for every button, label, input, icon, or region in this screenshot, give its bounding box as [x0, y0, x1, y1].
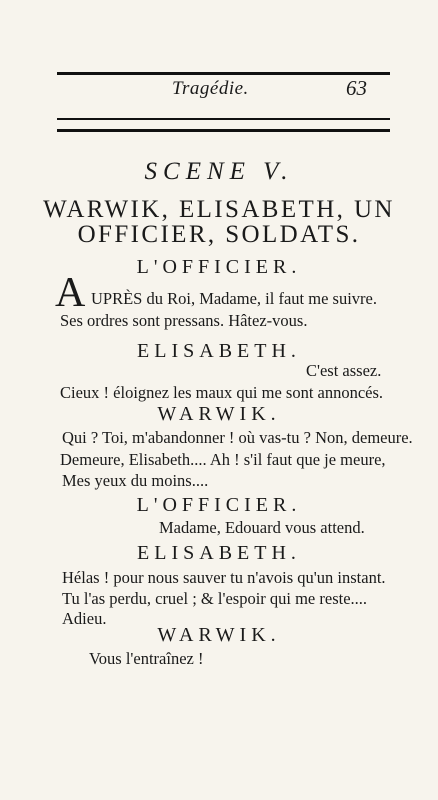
running-title: Tragédie.	[172, 78, 249, 99]
verse-line: Cieux ! éloignez les maux qui me sont annoncés.	[60, 383, 384, 402]
speaker-name: ELISABETH.	[137, 340, 301, 362]
header-rule-thick	[57, 129, 390, 132]
speaker-name: WARWIK.	[157, 624, 281, 646]
speaker-name: L'OFFICIER.	[136, 256, 302, 278]
top-rule	[57, 72, 390, 75]
speaker-name: WARWIK.	[157, 403, 281, 425]
scene-heading: SCENE V.	[144, 158, 294, 185]
page-number: 63	[346, 76, 367, 100]
verse-line: Madame, Edouard vous attend.	[159, 518, 365, 537]
verse-line: Ses ordres sont pressans. Hâtez-vous.	[60, 311, 308, 330]
drop-cap: A	[55, 270, 86, 316]
cast-line-2: OFFICIER, SOLDATS.	[77, 221, 361, 248]
header-rule	[57, 118, 390, 120]
verse-line: Adieu.	[62, 609, 107, 628]
verse-line: Demeure, Elisabeth.... Ah ! s'il faut que je meure,	[60, 450, 386, 469]
cast-line-1: WARWIK, ELISABETH, UN	[43, 196, 395, 223]
verse-line: Hélas ! pour nous sauver tu n'avois qu'un instant.	[62, 568, 386, 587]
speaker-name: L'OFFICIER.	[136, 494, 302, 516]
verse-line: Vous l'entraînez !	[89, 649, 204, 668]
running-head	[0, 0, 438, 140]
verse-line: C'est assez.	[306, 361, 382, 380]
verse-line: Mes yeux du moins....	[62, 471, 209, 490]
speaker-name: ELISABETH.	[137, 542, 301, 564]
verse-line: UPRÈS du Roi, Madame, il faut me suivre.	[91, 289, 377, 308]
verse-line: Qui ? Toi, m'abandonner ! où vas-tu ? Non, demeure.	[62, 428, 413, 447]
verse-line: Tu l'as perdu, cruel ; & l'espoir qui me reste....	[62, 589, 368, 608]
